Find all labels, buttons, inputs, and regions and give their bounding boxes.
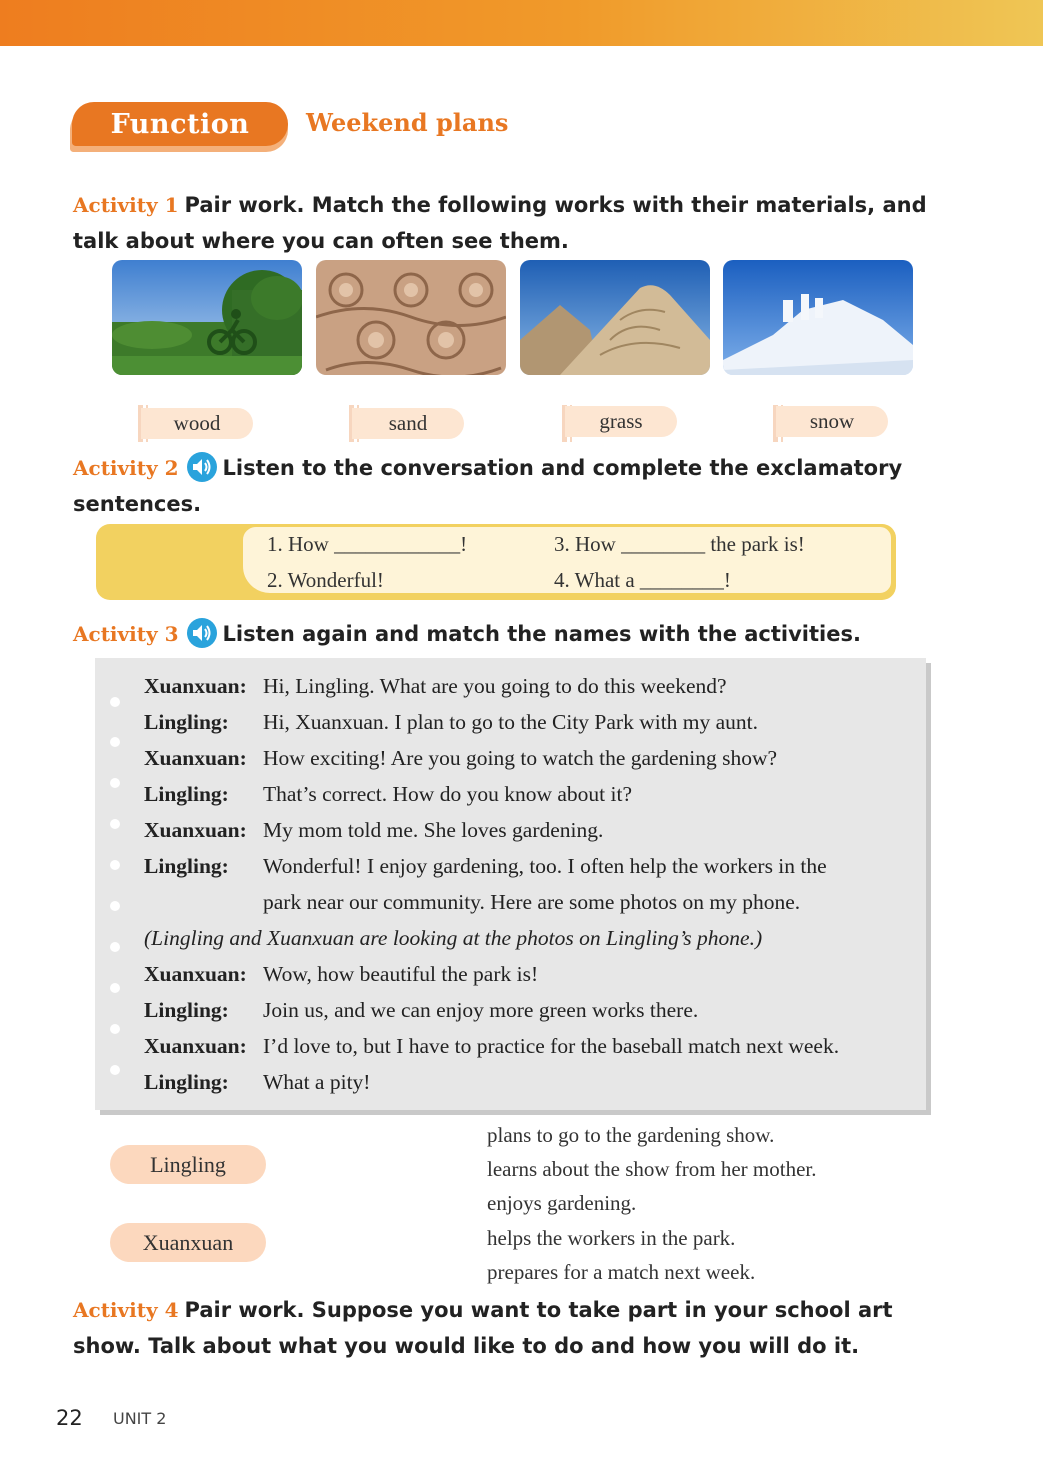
dialogue-stage-direction (144, 926, 762, 951)
activity-3-label: Activity 3 (73, 622, 179, 646)
dialogue-speaker: Lingling: (144, 854, 229, 878)
activity-4-instruction-1: Pair work. Suppose you want to take part in your school art (184, 1298, 893, 1322)
match-activity-5[interactable]: prepares for a match next week. (487, 1260, 756, 1284)
material-tag-sand: sand (352, 408, 464, 439)
snow-sculpture-image (723, 260, 913, 375)
activity-2-label: Activity 2 (73, 456, 179, 480)
dialogue-speaker: Lingling: (144, 782, 229, 806)
dialogue-text: My mom told me. She loves gardening. (263, 818, 604, 842)
match-activity-1[interactable]: plans to go to the gardening show. (487, 1123, 775, 1147)
dialogue-speaker: Xuanxuan: (144, 818, 247, 842)
dialogue-text: That’s correct. How do you know about it? (263, 782, 632, 806)
dialogue-text: Wow, how beautiful the park is! (263, 962, 539, 986)
section-title: Weekend plans (306, 108, 509, 137)
activity-1-instruction-2: talk about where you can often see them. (73, 229, 569, 253)
exclamation-item-4: 4. What a ________! (554, 568, 731, 592)
dialogue-speaker: Lingling: (144, 710, 229, 734)
activity-2-instruction-1: Listen to the conversation and complete the exclamatory (222, 456, 903, 480)
activity-4-label: Activity 4 (73, 1298, 179, 1322)
audio-icon[interactable] (187, 618, 217, 648)
dialogue-line (144, 1034, 839, 1059)
material-tag-snow: snow (776, 406, 888, 437)
sand-sculpture-image (520, 260, 710, 375)
dialogue-speaker: Lingling: (144, 1070, 229, 1094)
exclamation-item-3: 3. How ________ the park is! (554, 532, 805, 556)
dialogue-line (144, 962, 538, 987)
activity-1-instruction-1: Pair work. Match the following works with their materials, and (184, 193, 927, 217)
dialogue-text: Wonderful! I enjoy gardening, too. I often help the workers in the (263, 854, 827, 878)
function-badge (70, 102, 290, 152)
activity-1-heading (73, 187, 953, 259)
exclamation-item-1: 1. How ____________! (267, 532, 468, 556)
dialogue-line (144, 890, 800, 915)
dialogue-text: I’d love to, but I have to practice for the baseball match next week. (263, 1034, 840, 1058)
dialogue-speaker: Xuanxuan: (144, 746, 247, 770)
audio-icon[interactable] (187, 452, 217, 482)
dialogue-speaker: Xuanxuan: (144, 962, 247, 986)
activity-2-instruction-2: sentences. (73, 492, 202, 516)
dialogue-line (144, 746, 777, 771)
dialogue-text: Hi, Xuanxuan. I plan to go to the City Park with my aunt. (263, 710, 759, 734)
dialogue-speaker: Lingling: (144, 998, 229, 1022)
top-banner (0, 0, 1043, 46)
dialogue-line (144, 782, 632, 807)
name-pill-xuanxuan[interactable]: Xuanxuan (110, 1223, 266, 1262)
dialogue-line (144, 854, 827, 879)
material-tag-wood: wood (141, 408, 253, 439)
dialogue-line (144, 818, 603, 843)
page-number: 22 (56, 1406, 83, 1430)
dialogue-line (144, 1070, 370, 1095)
activity-2-heading (73, 450, 953, 522)
dialogue-line (144, 674, 727, 699)
wood-carving-image (316, 260, 506, 375)
unit-label: UNIT 2 (113, 1409, 167, 1428)
exclamation-item-2: 2. Wonderful! (267, 568, 384, 592)
activity-1-label: Activity 1 (73, 193, 179, 217)
activity-3-instruction: Listen again and match the names with the activities. (222, 622, 861, 646)
activity-3-heading (73, 616, 953, 652)
match-activity-2[interactable]: learns about the show from her mother. (487, 1157, 817, 1181)
dialogue-text: How exciting! Are you going to watch the gardening show? (263, 746, 778, 770)
dialogue-text: Hi, Lingling. What are you going to do this weekend? (263, 674, 727, 698)
dialogue-text: park near our community. Here are some photos on my phone. (263, 890, 801, 914)
function-badge-label: Function (72, 102, 288, 146)
activity-4-heading (73, 1292, 953, 1364)
activity-4-instruction-2: show. Talk about what you would like to do and how you will do it. (73, 1334, 860, 1358)
name-pill-lingling[interactable]: Lingling (110, 1145, 266, 1184)
dialogue-speaker: Xuanxuan: (144, 1034, 247, 1058)
dialogue-text: What a pity! (263, 1070, 371, 1094)
dialogue-line (144, 998, 698, 1023)
dialogue-text: Join us, and we can enjoy more green works there. (263, 998, 699, 1022)
grass-sculpture-image (112, 260, 302, 375)
dialogue-speaker: Xuanxuan: (144, 674, 247, 698)
match-activity-3[interactable]: enjoys gardening. (487, 1191, 637, 1215)
dialogue-line (144, 710, 758, 735)
dialogue-text: (Lingling and Xuanxuan are looking at the photos on Lingling’s phone.) (144, 926, 763, 950)
match-activity-4[interactable]: helps the workers in the park. (487, 1226, 736, 1250)
material-tag-grass: grass (565, 406, 677, 437)
